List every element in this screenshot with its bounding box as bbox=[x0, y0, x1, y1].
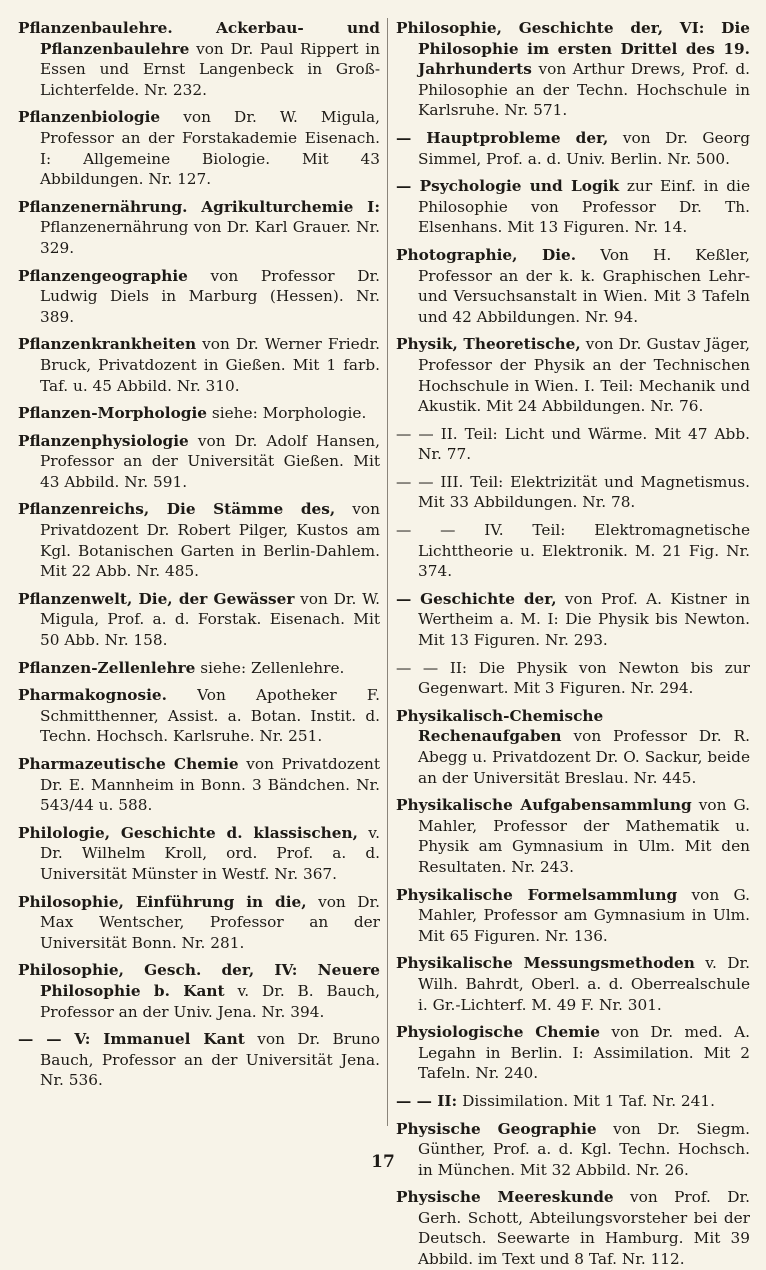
entry-description: von Dr. Georg Simmel, Prof. a. d. Univ. Berlin. Nr. 500. bbox=[418, 128, 751, 168]
entry-description: von Dr. Gustav Jäger, Professor der Physik an der Technischen Hochschule in Wien. I. Teil: Mechanik und Akustik. Mit 24 Abbildungen. Nr. 76. bbox=[418, 335, 750, 416]
entry-description: von Dr. Siegm. Günther, Prof. a. d. Kgl. Techn. Hochsch. in München. Mit 32 Abbild. Nr. 26. bbox=[418, 1119, 750, 1179]
catalog-entry bbox=[396, 658, 750, 699]
entry-description: — — II. Teil: Licht und Wärme. Mit 47 Abb. Nr. 77. bbox=[396, 424, 750, 464]
entry-description: v. Dr. Wilhelm Kroll, ord. Prof. a. d. Universität Münster in Westf. Nr. 367. bbox=[40, 823, 380, 883]
catalog-entry bbox=[18, 823, 380, 885]
entry-description: zur Einf. in die Philosophie von Professor Dr. Th. Elsenhans. Mit 13 Figuren. Nr. 14. bbox=[418, 177, 750, 237]
entry-description: Dissimilation. Mit 1 Taf. Nr. 241. bbox=[457, 1091, 715, 1110]
catalog-entry bbox=[18, 334, 380, 396]
entry-headword: Pflanzenbaulehre. Ackerbau- und Pflanzenbaulehre bbox=[18, 19, 380, 58]
catalog-entry bbox=[18, 754, 380, 816]
right-column bbox=[396, 18, 751, 1269]
entry-headword: Physik, Theoretische, bbox=[396, 335, 581, 354]
entry-headword: Physikalische Formelsammlung bbox=[396, 885, 678, 904]
catalog-entry bbox=[396, 589, 750, 651]
catalog-entry bbox=[18, 107, 380, 189]
entry-description: von Dr. Adolf Hansen, Professor an der Universität Gießen. Mit 43 Abbild. Nr. 591. bbox=[40, 431, 380, 491]
page-number: 17 bbox=[371, 1152, 395, 1172]
entry-headword: Pflanzenkrankheiten bbox=[18, 335, 197, 354]
entry-headword: Physikalische Messungsmethoden bbox=[396, 954, 695, 973]
catalog-entry bbox=[396, 520, 750, 582]
entry-description: von Dr. Max Wentscher, Professor an der Universität Bonn. Nr. 281. bbox=[40, 892, 380, 952]
catalog-entry bbox=[18, 266, 380, 328]
entry-headword: Pharmakognosie. bbox=[18, 686, 167, 705]
entry-headword: Pflanzengeographie bbox=[18, 266, 188, 285]
entry-headword: Physische Geographie bbox=[396, 1119, 597, 1138]
catalog-entry bbox=[396, 953, 750, 1015]
catalog-entry bbox=[18, 658, 380, 679]
catalog-entry bbox=[18, 1029, 380, 1091]
entry-headword: — — II: bbox=[396, 1091, 458, 1110]
catalog-entry bbox=[18, 18, 380, 100]
entry-description: von Privatdozent Dr. E. Mannheim in Bonn. 3 Bändchen. Nr. 543/44 u. 588. bbox=[40, 755, 380, 815]
catalog-entry bbox=[396, 885, 750, 947]
catalog-entry bbox=[396, 245, 750, 327]
entry-headword: Physikalisch-Chemische Rechenaufgaben bbox=[396, 706, 604, 746]
entry-headword: Physikalische Aufgabensammlung bbox=[396, 796, 692, 815]
entry-headword: Philosophie, Einführung in die, bbox=[18, 892, 307, 911]
entry-headword: Physische Meereskunde bbox=[396, 1188, 614, 1207]
entry-headword: Photographie, Die. bbox=[396, 245, 577, 264]
catalog-entry bbox=[18, 499, 380, 581]
catalog-entry bbox=[18, 589, 380, 651]
entry-description: von Dr. Werner Friedr. Bruck, Privatdozent in Gießen. Mit 1 farb. Taf. u. 45 Abbild. Nr. 310. bbox=[40, 335, 380, 395]
catalog-entry bbox=[396, 795, 750, 877]
catalog-entry bbox=[396, 1091, 750, 1112]
entry-description: Von Apotheker F. Schmitthenner, Assist. a. Botan. Instit. d. Techn. Hochsch. Karlsruhe. Nr. 251. bbox=[40, 686, 380, 746]
entry-description: von Dr. W. Migula, Prof. a. d. Forstak. Eisenach. Mit 50 Abb. Nr. 158. bbox=[40, 589, 380, 650]
entry-headword: Pflanzenwelt, Die, der Gewässer bbox=[18, 589, 295, 608]
entry-headword: Physiologische Chemie bbox=[396, 1023, 601, 1042]
entry-headword: Philosophie, Geschichte der, VI: Die Philosophie im ersten Drittel des 19. Jahrhunderts bbox=[396, 19, 750, 79]
entry-description: von Professor Dr. Ludwig Diels in Marburg (Hessen). Nr. 389. bbox=[40, 266, 380, 326]
catalog-entry bbox=[18, 892, 380, 954]
catalog-entry bbox=[396, 18, 750, 121]
entry-description: von G. Mahler, Professor der Mathematik u. Physik am Gymnasium in Ulm. Mit den Resultaten. Nr. 243. bbox=[418, 796, 751, 876]
entry-headword: Pflanzenreichs, Die Stämme des, bbox=[18, 500, 336, 519]
catalog-entry bbox=[396, 472, 750, 513]
catalog-entry bbox=[396, 1022, 750, 1084]
entry-description: Pflanzenernährung von Dr. Karl Grauer. Nr. 329. bbox=[40, 218, 380, 257]
catalog-entry bbox=[396, 128, 750, 169]
catalog-entry bbox=[396, 334, 750, 416]
catalog-entry bbox=[396, 706, 750, 788]
entry-description: von Prof. Dr. Gerh. Schott, Abteilungsvorsteher bei der Deutsch. Seewarte in Hamburg. Mit 39 Abbild. im Text und 8 Taf. Nr. 112. bbox=[418, 1188, 750, 1269]
entry-description: v. Dr. Wilh. Bahrdt, Oberl. a. d. Oberrealschule i. Gr.-Lichterf. M. 49 F. Nr. 301. bbox=[418, 954, 750, 1014]
entry-description: v. Dr. B. Bauch, Professor an der Univ. Jena. Nr. 394. bbox=[40, 981, 380, 1021]
entry-description: von Dr. Bruno Bauch, Professor an der Universität Jena. Nr. 536. bbox=[40, 1030, 381, 1090]
entry-description: siehe: Morphologie. bbox=[207, 404, 367, 423]
catalog-entry bbox=[396, 176, 750, 238]
entry-headword: — Psychologie und Logik bbox=[396, 177, 620, 196]
catalog-entry bbox=[18, 431, 380, 493]
entry-headword: Pflanzenphysiologie bbox=[18, 431, 189, 450]
catalog-entry bbox=[396, 1187, 750, 1269]
column-divider bbox=[387, 18, 388, 1126]
entry-headword: Philologie, Geschichte d. klassischen, bbox=[18, 823, 358, 842]
entry-headword: Pflanzen-Morphologie bbox=[18, 404, 208, 423]
entry-description: von G. Mahler, Professor am Gymnasium in Ulm. Mit 65 Figuren. Nr. 136. bbox=[418, 885, 750, 945]
entry-headword: Pflanzenbiologie bbox=[18, 108, 161, 127]
entry-description: von Prof. A. Kistner in Wertheim a. M. I: Die Physik bis Newton. Mit 13 Figuren. Nr. 293. bbox=[418, 589, 750, 650]
entry-description: — — II: Die Physik von Newton bis zur Gegenwart. Mit 3 Figuren. Nr. 294. bbox=[396, 658, 750, 698]
entry-headword: — Geschichte der, bbox=[396, 589, 557, 608]
entry-headword: — — V: Immanuel Kant bbox=[18, 1030, 245, 1049]
entry-description: von Privatdozent Dr. Robert Pilger, Kustos am Kgl. Botanischen Garten in Berlin-Dahlem. Mit 22 Abb. Nr. 485. bbox=[40, 500, 380, 581]
catalog-entry bbox=[18, 685, 380, 747]
catalog-entry bbox=[18, 197, 380, 259]
entry-headword: Philosophie, Gesch. der, IV: Neuere Philosophie b. Kant bbox=[18, 961, 380, 1000]
catalog-entry bbox=[18, 960, 380, 1022]
entry-headword: Pflanzenernährung. Agrikulturchemie I: bbox=[18, 197, 380, 216]
entry-headword: — Hauptprobleme der, bbox=[396, 128, 609, 147]
entry-description: von Arthur Drews, Prof. d. Philosophie an der Techn. Hochschule in Karlsruhe. Nr. 571. bbox=[418, 60, 750, 120]
entry-headword: Pflanzen-Zellenlehre bbox=[18, 658, 196, 677]
entry-description: von Dr. Paul Rippert in Essen und Ernst Langenbeck in Groß-Lichterfelde. Nr. 232. bbox=[40, 39, 380, 99]
entry-description: — — III. Teil: Elektrizität und Magnetismus. Mit 33 Abbildungen. Nr. 78. bbox=[396, 472, 750, 512]
left-column bbox=[18, 18, 380, 1130]
entry-description: von Dr. med. A. Legahn in Berlin. I: Assimilation. Mit 2 Tafeln. Nr. 240. bbox=[418, 1023, 750, 1083]
entry-headword: Pharmazeutische Chemie bbox=[18, 755, 239, 773]
entry-description: von Professor Dr. R. Abegg u. Privatdozent Dr. O. Sackur, beide an der Universität Breslau. Nr. 445. bbox=[418, 727, 750, 787]
entry-description: siehe: Zellenlehre. bbox=[195, 658, 345, 677]
entry-description: Von H. Keßler, Professor an der k. k. Graphischen Lehr- und Versuchsanstalt in Wien. Mit 3 Tafeln und 42 Abbildungen. Nr. 94. bbox=[418, 245, 750, 326]
catalog-entry bbox=[18, 403, 380, 424]
entry-description: — — IV. Teil: Elektromagnetische Lichttheorie u. Elektronik. M. 21 Fig. Nr. 374. bbox=[396, 521, 750, 581]
catalog-entry bbox=[396, 424, 750, 465]
entry-description: von Dr. W. Migula, Professor an der Forstakademie Eisenach. I: Allgemeine Biologie. Mit 43 Abbildungen. Nr. 127. bbox=[40, 108, 380, 189]
